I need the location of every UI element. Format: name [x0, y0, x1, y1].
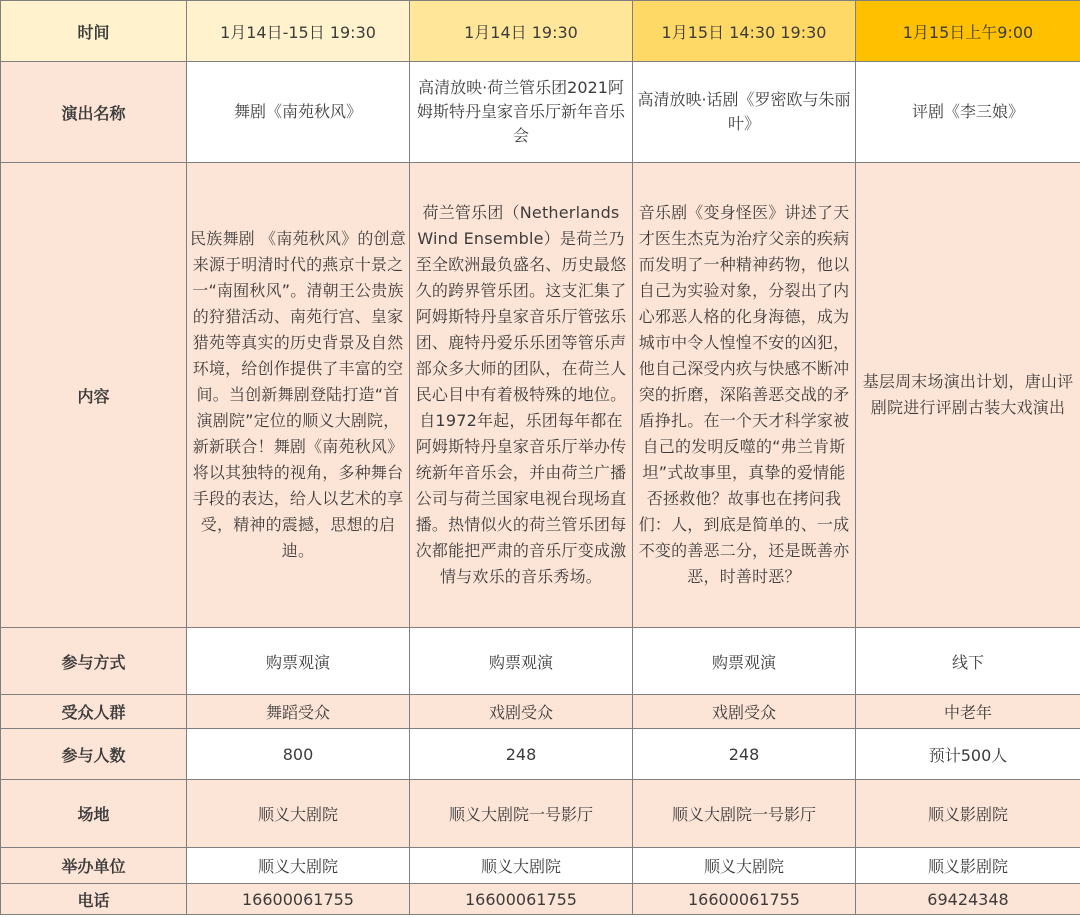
- cell-participation-1: 购票观演: [187, 628, 410, 695]
- cell-audience-4: 中老年: [856, 695, 1080, 729]
- cell-time-1: 1月14日-15日 19:30: [187, 1, 410, 62]
- cell-count-2: 248: [410, 729, 633, 780]
- cell-audience-3: 戏剧受众: [633, 695, 856, 729]
- row-time: [1, 1, 1080, 62]
- row-phone: [1, 884, 1080, 915]
- cell-time-3: 1月15日 14:30 19:30: [633, 1, 856, 62]
- cell-content-1: 民族舞剧 《南苑秋风》的创意来源于明清时代的燕京十景之一“南囿秋风”。清朝王公贵族的狩猎活动、南苑行宫、皇家猎苑等真实的历史背景及自然环境，给创作提供了丰富的空间。当创新舞剧登陆打造“首演剧院”定位的顺义大剧院，新新联合！舞剧《南苑秋风》将以其独特的视角，多种舞台手段的表达，给人以艺术的享受，精神的震撼，思想的启迪。: [187, 163, 410, 628]
- cell-phone-3: 16600061755: [633, 884, 856, 915]
- cell-phone-2: 16600061755: [410, 884, 633, 915]
- cell-venue-3: 顺义大剧院一号影厅: [633, 780, 856, 848]
- label-venue: 场地: [1, 780, 187, 848]
- row-count: [1, 729, 1080, 780]
- cell-title-2: 高清放映·荷兰管乐团2021阿姆斯特丹皇家音乐厅新年音乐会: [410, 62, 633, 163]
- cell-title-1: 舞剧《南苑秋风》: [187, 62, 410, 163]
- cell-participation-3: 购票观演: [633, 628, 856, 695]
- row-organizer: [1, 848, 1080, 884]
- cell-audience-2: 戏剧受众: [410, 695, 633, 729]
- cell-content-3: 音乐剧《变身怪医》讲述了天才医生杰克为治疗父亲的疾病而发明了一种精神药物，他以自己为实验对象，分裂出了内心邪恶人格的化身海德，成为城市中令人惶惶不安的凶犯，他自己深受内疚与快感不断冲突的折磨，深陷善恶交战的矛盾挣扎。在一个天才科学家被自己的发明反噬的“弗兰肯斯坦”式故事里，真挚的爱情能否拯救他？故事也在拷问我们：人，到底是简单的、一成不变的善恶二分，还是既善亦恶，时善时恶？: [633, 163, 856, 628]
- label-organizer: 举办单位: [1, 848, 187, 884]
- cell-participation-2: 购票观演: [410, 628, 633, 695]
- cell-content-2: 荷兰管乐团（Netherlands Wind Ensemble）是荷兰乃至全欧洲最负盛名、历史最悠久的跨界管乐团。这支汇集了阿姆斯特丹皇家音乐厅管弦乐团、鹿特丹爱乐乐团等管乐声部众多大师的团队，在荷兰人民心目中有着极特殊的地位。自1972年起，乐团每年都在阿姆斯特丹皇家音乐厅举办传统新年音乐会，并由荷兰广播公司与荷兰国家电视台现场直播。热情似火的荷兰管乐团每次都能把严肃的音乐厅变成激情与欢乐的音乐秀场。: [410, 163, 633, 628]
- cell-title-3: 高清放映·话剧《罗密欧与朱丽叶》: [633, 62, 856, 163]
- cell-count-3: 248: [633, 729, 856, 780]
- label-content: 内容: [1, 163, 187, 628]
- cell-count-1: 800: [187, 729, 410, 780]
- cell-time-2: 1月14日 19:30: [410, 1, 633, 62]
- row-venue: [1, 780, 1080, 848]
- label-phone: 电话: [1, 884, 187, 915]
- cell-title-4: 评剧《李三娘》: [856, 62, 1080, 163]
- cell-venue-2: 顺义大剧院一号影厅: [410, 780, 633, 848]
- row-audience: [1, 695, 1080, 729]
- cell-organizer-1: 顺义大剧院: [187, 848, 410, 884]
- cell-count-4: 预计500人: [856, 729, 1080, 780]
- cell-organizer-2: 顺义大剧院: [410, 848, 633, 884]
- cell-venue-1: 顺义大剧院: [187, 780, 410, 848]
- cell-participation-4: 线下: [856, 628, 1080, 695]
- row-title: [1, 62, 1080, 163]
- row-content: [1, 163, 1080, 628]
- cell-venue-4: 顺义影剧院: [856, 780, 1080, 848]
- label-participation: 参与方式: [1, 628, 187, 695]
- label-time: 时间: [1, 1, 187, 62]
- label-audience: 受众人群: [1, 695, 187, 729]
- row-participation: [1, 628, 1080, 695]
- cell-phone-4: 69424348: [856, 884, 1080, 915]
- cell-audience-1: 舞蹈受众: [187, 695, 410, 729]
- label-title: 演出名称: [1, 62, 187, 163]
- cell-organizer-3: 顺义大剧院: [633, 848, 856, 884]
- cell-organizer-4: 顺义影剧院: [856, 848, 1080, 884]
- label-count: 参与人数: [1, 729, 187, 780]
- cell-time-4: 1月15日上午9:00: [856, 1, 1080, 62]
- cell-content-4: 基层周末场演出计划，唐山评剧院进行评剧古装大戏演出: [856, 163, 1080, 628]
- cell-phone-1: 16600061755: [187, 884, 410, 915]
